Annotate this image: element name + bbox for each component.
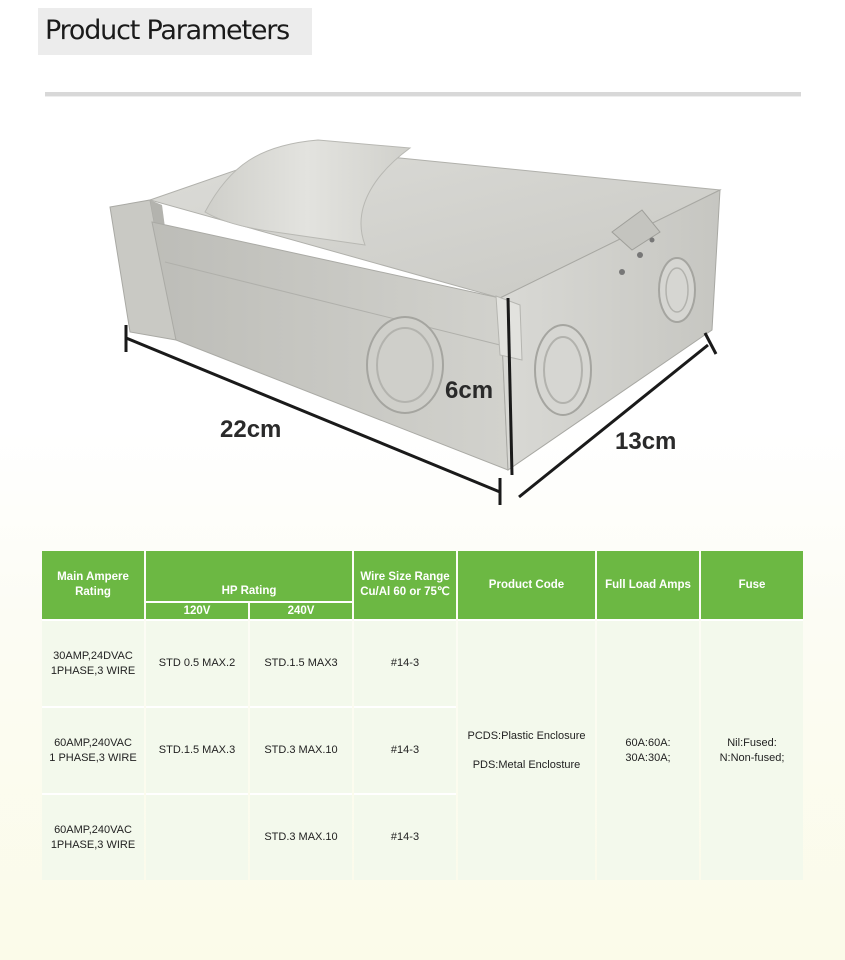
fuse-line-1: Nil:Fused: [727,736,777,749]
ampere-line-2: 1PHASE,3 WIRE [50,664,136,677]
side-knockout-small [659,258,695,322]
header-hp-240v: 240V [250,601,352,619]
cell-wire-size: #14-3 [354,706,456,793]
cell-wire-size: #14-3 [354,619,456,706]
dimension-length-label: 22cm [220,416,282,443]
header-hp-rating: HP Rating [146,551,352,601]
ampere-line-2: 1 PHASE,3 WIRE [49,751,137,764]
ampere-line-1: 30AMP,24DVAC [53,649,133,662]
cell-main-ampere [42,619,144,706]
full-load-line-2: 30A:30A; [625,751,671,764]
header-wire-size: Wire Size Range Cu/Al 60 or 75℃ [354,551,456,619]
cell-hp-120v: STD 0.5 MAX.2 [146,619,248,706]
cell-product-code [458,619,595,880]
header-fuse: Fuse [701,551,803,619]
cell-hp-240v: STD.3 MAX.10 [250,793,352,880]
ampere-line-2: 1PHASE,3 WIRE [50,838,136,851]
header-full-load-amps: Full Load Amps [597,551,699,619]
parameters-table [40,551,805,880]
product-code-line-1: PCDS:Plastic Enclosure [467,729,586,742]
full-load-line-1: 60A:60A: [625,736,671,749]
dimension-width-label: 13cm [615,428,677,455]
ampere-line-1: 60AMP,240VAC [54,823,132,836]
table-row [42,619,803,706]
fuse-line-2: N:Non-fused; [719,751,785,764]
product-photo [0,100,845,540]
cell-main-ampere [42,793,144,880]
dimension-height-label: 6cm [445,377,494,404]
title-box [38,8,312,55]
header-hp-120v: 120V [146,601,248,619]
front-knockout [367,317,443,413]
cell-hp-240v: STD.3 MAX.10 [250,706,352,793]
side-knockout-large [535,325,591,415]
product-code-line-2: PDS:Metal Enclosture [472,758,581,771]
page-title: Product Parameters [45,15,290,46]
header-product-code: Product Code [458,551,595,619]
cell-fuse [701,619,803,880]
cell-hp-120v: STD.1.5 MAX.3 [146,706,248,793]
divider [45,92,801,97]
cell-hp-240v: STD.1.5 MAX3 [250,619,352,706]
cell-hp-120v [146,793,248,880]
ampere-line-1: 60AMP,240VAC [54,736,132,749]
cell-full-load-amps [597,619,699,880]
cell-wire-size: #14-3 [354,793,456,880]
header-main-ampere: Main Ampere Rating [42,551,144,619]
cell-main-ampere [42,706,144,793]
